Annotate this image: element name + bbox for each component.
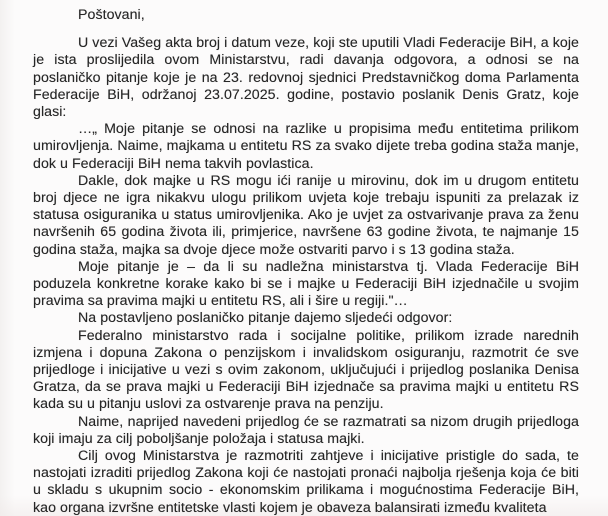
paragraph-question-quote-1: …„ Moje pitanje se odnosi na razlike u propisima među entitetima prilikom umirovljenja. Naime, majkama u entitetu RS za svako dijete treba godina staža manje, dok u Federaciji BiH nema takvih povlastica. xyxy=(33,121,579,172)
paragraph-answer-1: Federalno ministarstvo rada i socijalne politike, prilikom izrade narednih izmjena i dopuna Zakona o penzijskom i invalidskom osiguranju, razmotrit će sve prijedloge i inicijative u vezi s ovim zakonom, uključujući i prijedlog poslanika Denisa Gratza, da se prava majki u Federaciji BiH izjednače sa pravima majki u entitetu RS kada su u pitanju uslovi za ostvarenje prava na penziju. xyxy=(33,327,579,413)
paragraph-question-quote-3: Moje pitanje je – da li su nadležna ministarstva tj. Vlada Federacije BiH poduzela konkretne korake kako bi se i majke u Federaciji BiH izjednačile u svojim pravima sa pravima majki u entitetu RS, ali i šire u regiji."… xyxy=(33,258,579,310)
paragraph-answer-2: Naime, naprijed navedeni prijedlog će se razmatrati sa nizom drugih prijedloga koji imaju za cilj poboljšanje položaja i statusa majki. xyxy=(33,413,579,447)
paragraph-answer-intro: Na postavljeno poslaničko pitanje dajemo sljedeći odgovor: xyxy=(78,310,453,327)
letter-body xyxy=(33,7,579,516)
paragraph-reference-intro: U vezi Vašeg akta broj i datum veze, koji ste uputili Vladi Federacije BiH, a koje je ista proslijedila ovom Ministarstvu, radi davanja odgovora, a odnosi se na poslaničko pitanje koje je na 23. redovnoj sjednici Predstavničkog doma Parlamenta Federacije BiH, održanoj 23.07.2025. godine, postavio poslanik Denis Gratz, koje glasi: xyxy=(33,35,579,121)
paragraph-question-quote-2: Dakle, dok majke u RS mogu ići ranije u mirovinu, dok im u drugom entitetu broj djece ne igra nikakvu ulogu prilikom uvjeta koje trebaju ispuniti za prelazak iz statusa osiguranika u status umirovljenika. Ako je uvjet za ostvarivanje prava za ženu navršenih 65 godina života ili, primjerice, navršene 63 godine života, te najmanje 15 godina staža, majka sa dvoje djece može ostvariti parvo i s 13 godina staža. xyxy=(33,172,579,258)
salutation: Poštovani, xyxy=(78,7,145,23)
paragraph-answer-3: Cilj ovog Ministarstva je razmotriti zahtjeve i inicijative pristigle do sada, te nastojati izraditi prijedlog Zakona koji će nastojati pronaći najbolja rješenja koja će biti u skladu s ukupnim socio - ekonomskim prilikama i mogućnostima Federacije BiH, kao organa izvršne entitetske vlasti kojem je obaveza balansirati između kvaliteta xyxy=(33,448,579,516)
